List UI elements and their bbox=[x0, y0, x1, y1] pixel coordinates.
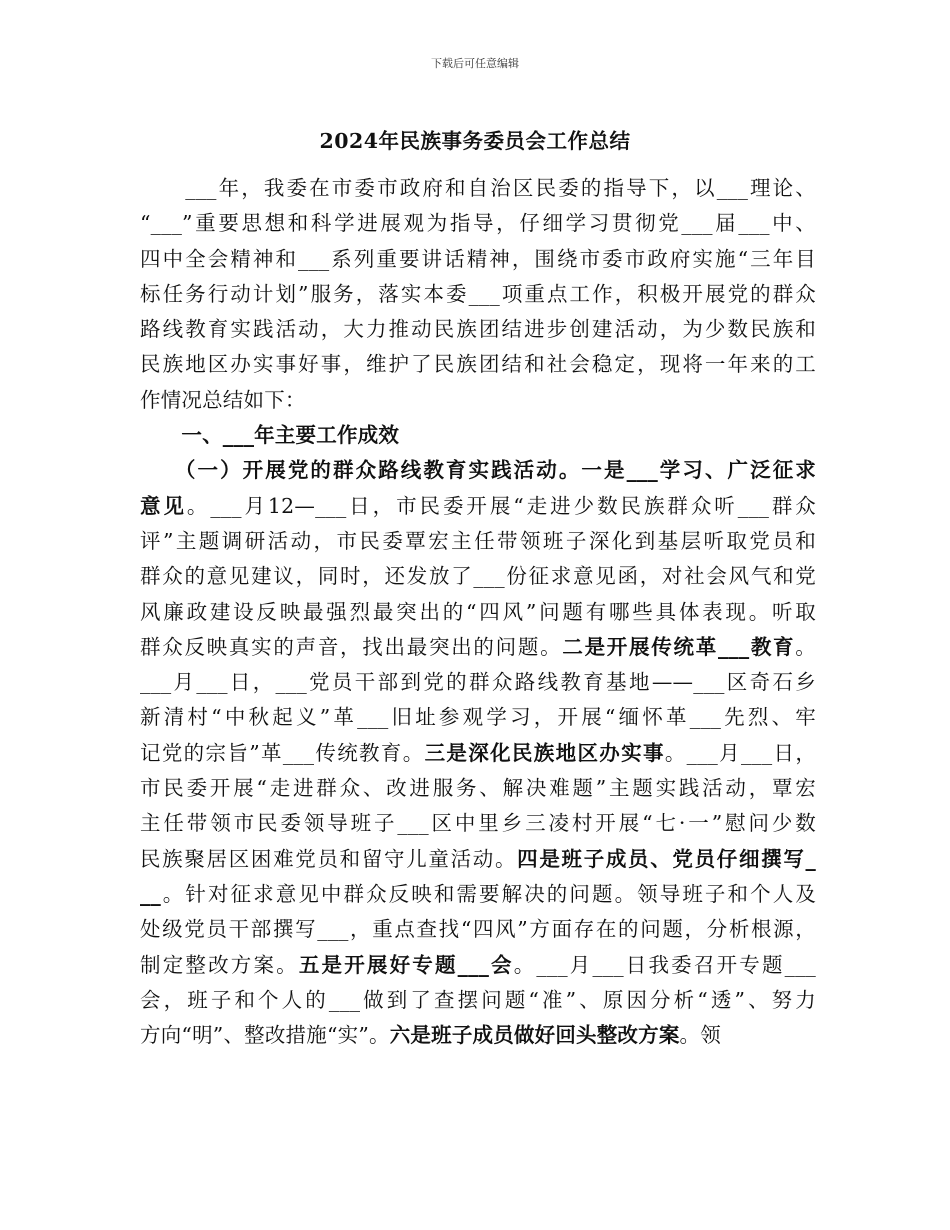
text-line bbox=[140, 524, 816, 559]
text-segment: 标任务行动计划”服务，落实本委___项重点工作，积极开展党的群众 bbox=[140, 281, 816, 306]
text-segment: ___年，我委在市委市政府和自治区民委的指导下，以___理论、 bbox=[140, 176, 816, 200]
bold-text: 一、___年主要工作成效 bbox=[140, 423, 400, 448]
text-line bbox=[140, 665, 816, 700]
text-segment: 处级党员干部撰写___，重点查找“四风”方面存在的问题，分析根源， bbox=[140, 917, 816, 942]
text-line bbox=[140, 277, 816, 312]
bold-text: （一）开展党的群众路线教育实践活动。一是___学习、广泛征求 bbox=[140, 458, 816, 483]
bold-text: __ bbox=[140, 881, 161, 906]
text-line bbox=[140, 983, 816, 1018]
text-line bbox=[140, 489, 816, 524]
text-segment: 。针对征求意见中群众反映和需要解决的问题。领导班子和个人及 bbox=[160, 881, 816, 906]
text-segment: 四中全会精神和___系列重要讲话精神，围绕市委市政府实施“三年目 bbox=[140, 246, 816, 271]
text-segment: 。___月12—___日，市民委开展“走进少数民族群众听___群众 bbox=[186, 493, 816, 518]
text-line bbox=[140, 1018, 816, 1053]
text-segment: 。领 bbox=[679, 1023, 721, 1048]
text-line bbox=[140, 771, 816, 806]
text-segment: 新清村“中秋起义”革___旧址参观学习，开展“缅怀革___先烈、牢 bbox=[140, 705, 816, 730]
text-segment: ___月___日，___党员干部到党的群众路线教育基地——___区奇石乡 bbox=[140, 670, 816, 695]
text-line bbox=[140, 206, 816, 241]
text-segment: 市民委开展“走进群众、改进服务、解决难题”主题实践活动，覃宏 bbox=[140, 776, 816, 801]
text-line bbox=[140, 912, 816, 947]
text-segment: 群众反映真实的声音，找出最突出的问题。 bbox=[140, 634, 563, 659]
text-line bbox=[140, 806, 816, 841]
text-segment: 。___月___日， bbox=[664, 740, 816, 765]
text-segment: 。 bbox=[795, 634, 816, 659]
text-segment: 群众的意见建议，同时，还发放了___份征求意见函，对社会风气和党 bbox=[140, 564, 816, 589]
text-line bbox=[140, 877, 816, 912]
text-line bbox=[140, 312, 816, 347]
bold-text: 三是深化民族地区办实事 bbox=[424, 740, 665, 765]
text-line bbox=[140, 453, 816, 488]
text-segment: 。___月___日我委召开专题___ bbox=[513, 952, 816, 977]
text-line bbox=[140, 736, 816, 771]
text-segment: 民族聚居区困难党员和留守儿童活动。 bbox=[140, 846, 518, 871]
text-line bbox=[140, 700, 816, 735]
text-line bbox=[140, 842, 816, 877]
text-line bbox=[140, 347, 816, 382]
text-line bbox=[140, 559, 816, 594]
text-segment: 会，班子和个人的___做到了查摆问题“准”、原因分析“透”、努力 bbox=[140, 987, 816, 1012]
bold-text: 六是班子成员做好回头整改方案 bbox=[389, 1023, 680, 1048]
text-segment: 方向“明”、整改措施“实”。 bbox=[140, 1023, 390, 1048]
text-line bbox=[140, 242, 816, 277]
text-segment: 路线教育实践活动，大力推动民族团结进步创建活动，为少数民族和 bbox=[140, 317, 816, 342]
text-segment: 评”主题调研活动，市民委覃宏主任带领班子深化到基层听取党员和 bbox=[140, 528, 816, 553]
text-line bbox=[140, 630, 816, 665]
bold-text: 四是班子成员、党员仔细撰写_ bbox=[517, 846, 816, 871]
text-segment: 作情况总结如下： bbox=[140, 387, 306, 412]
bold-text: 意见 bbox=[140, 493, 187, 518]
document-title: 2024年民族事务委员会工作总结 bbox=[319, 129, 631, 153]
text-segment: 制定整改方案。 bbox=[140, 952, 299, 977]
document-body bbox=[140, 171, 816, 1053]
text-segment: 主任带领市民委领导班子___区中里乡三凌村开展“七·一”慰问少数 bbox=[140, 811, 816, 836]
text-segment: “___”重要思想和科学进展观为指导，仔细学习贯彻党___届___中、 bbox=[140, 211, 816, 236]
page-header: 下载后可任意编辑 bbox=[431, 57, 519, 70]
text-line bbox=[140, 948, 816, 983]
text-segment: 记党的宗旨”革___传统教育。 bbox=[140, 740, 425, 765]
text-segment: 风廉政建设反映最强烈最突出的“四风”问题有哪些具体表现。听取 bbox=[140, 599, 816, 624]
text-line bbox=[140, 595, 816, 630]
text-segment: 民族地区办实事好事，维护了民族团结和社会稳定，现将一年来的工 bbox=[140, 352, 816, 377]
bold-text: 五是开展好专题___会 bbox=[298, 952, 514, 977]
text-line bbox=[140, 383, 816, 418]
text-line bbox=[140, 418, 816, 453]
text-line bbox=[140, 171, 816, 206]
bold-text: 二是开展传统革___教育 bbox=[562, 634, 796, 659]
